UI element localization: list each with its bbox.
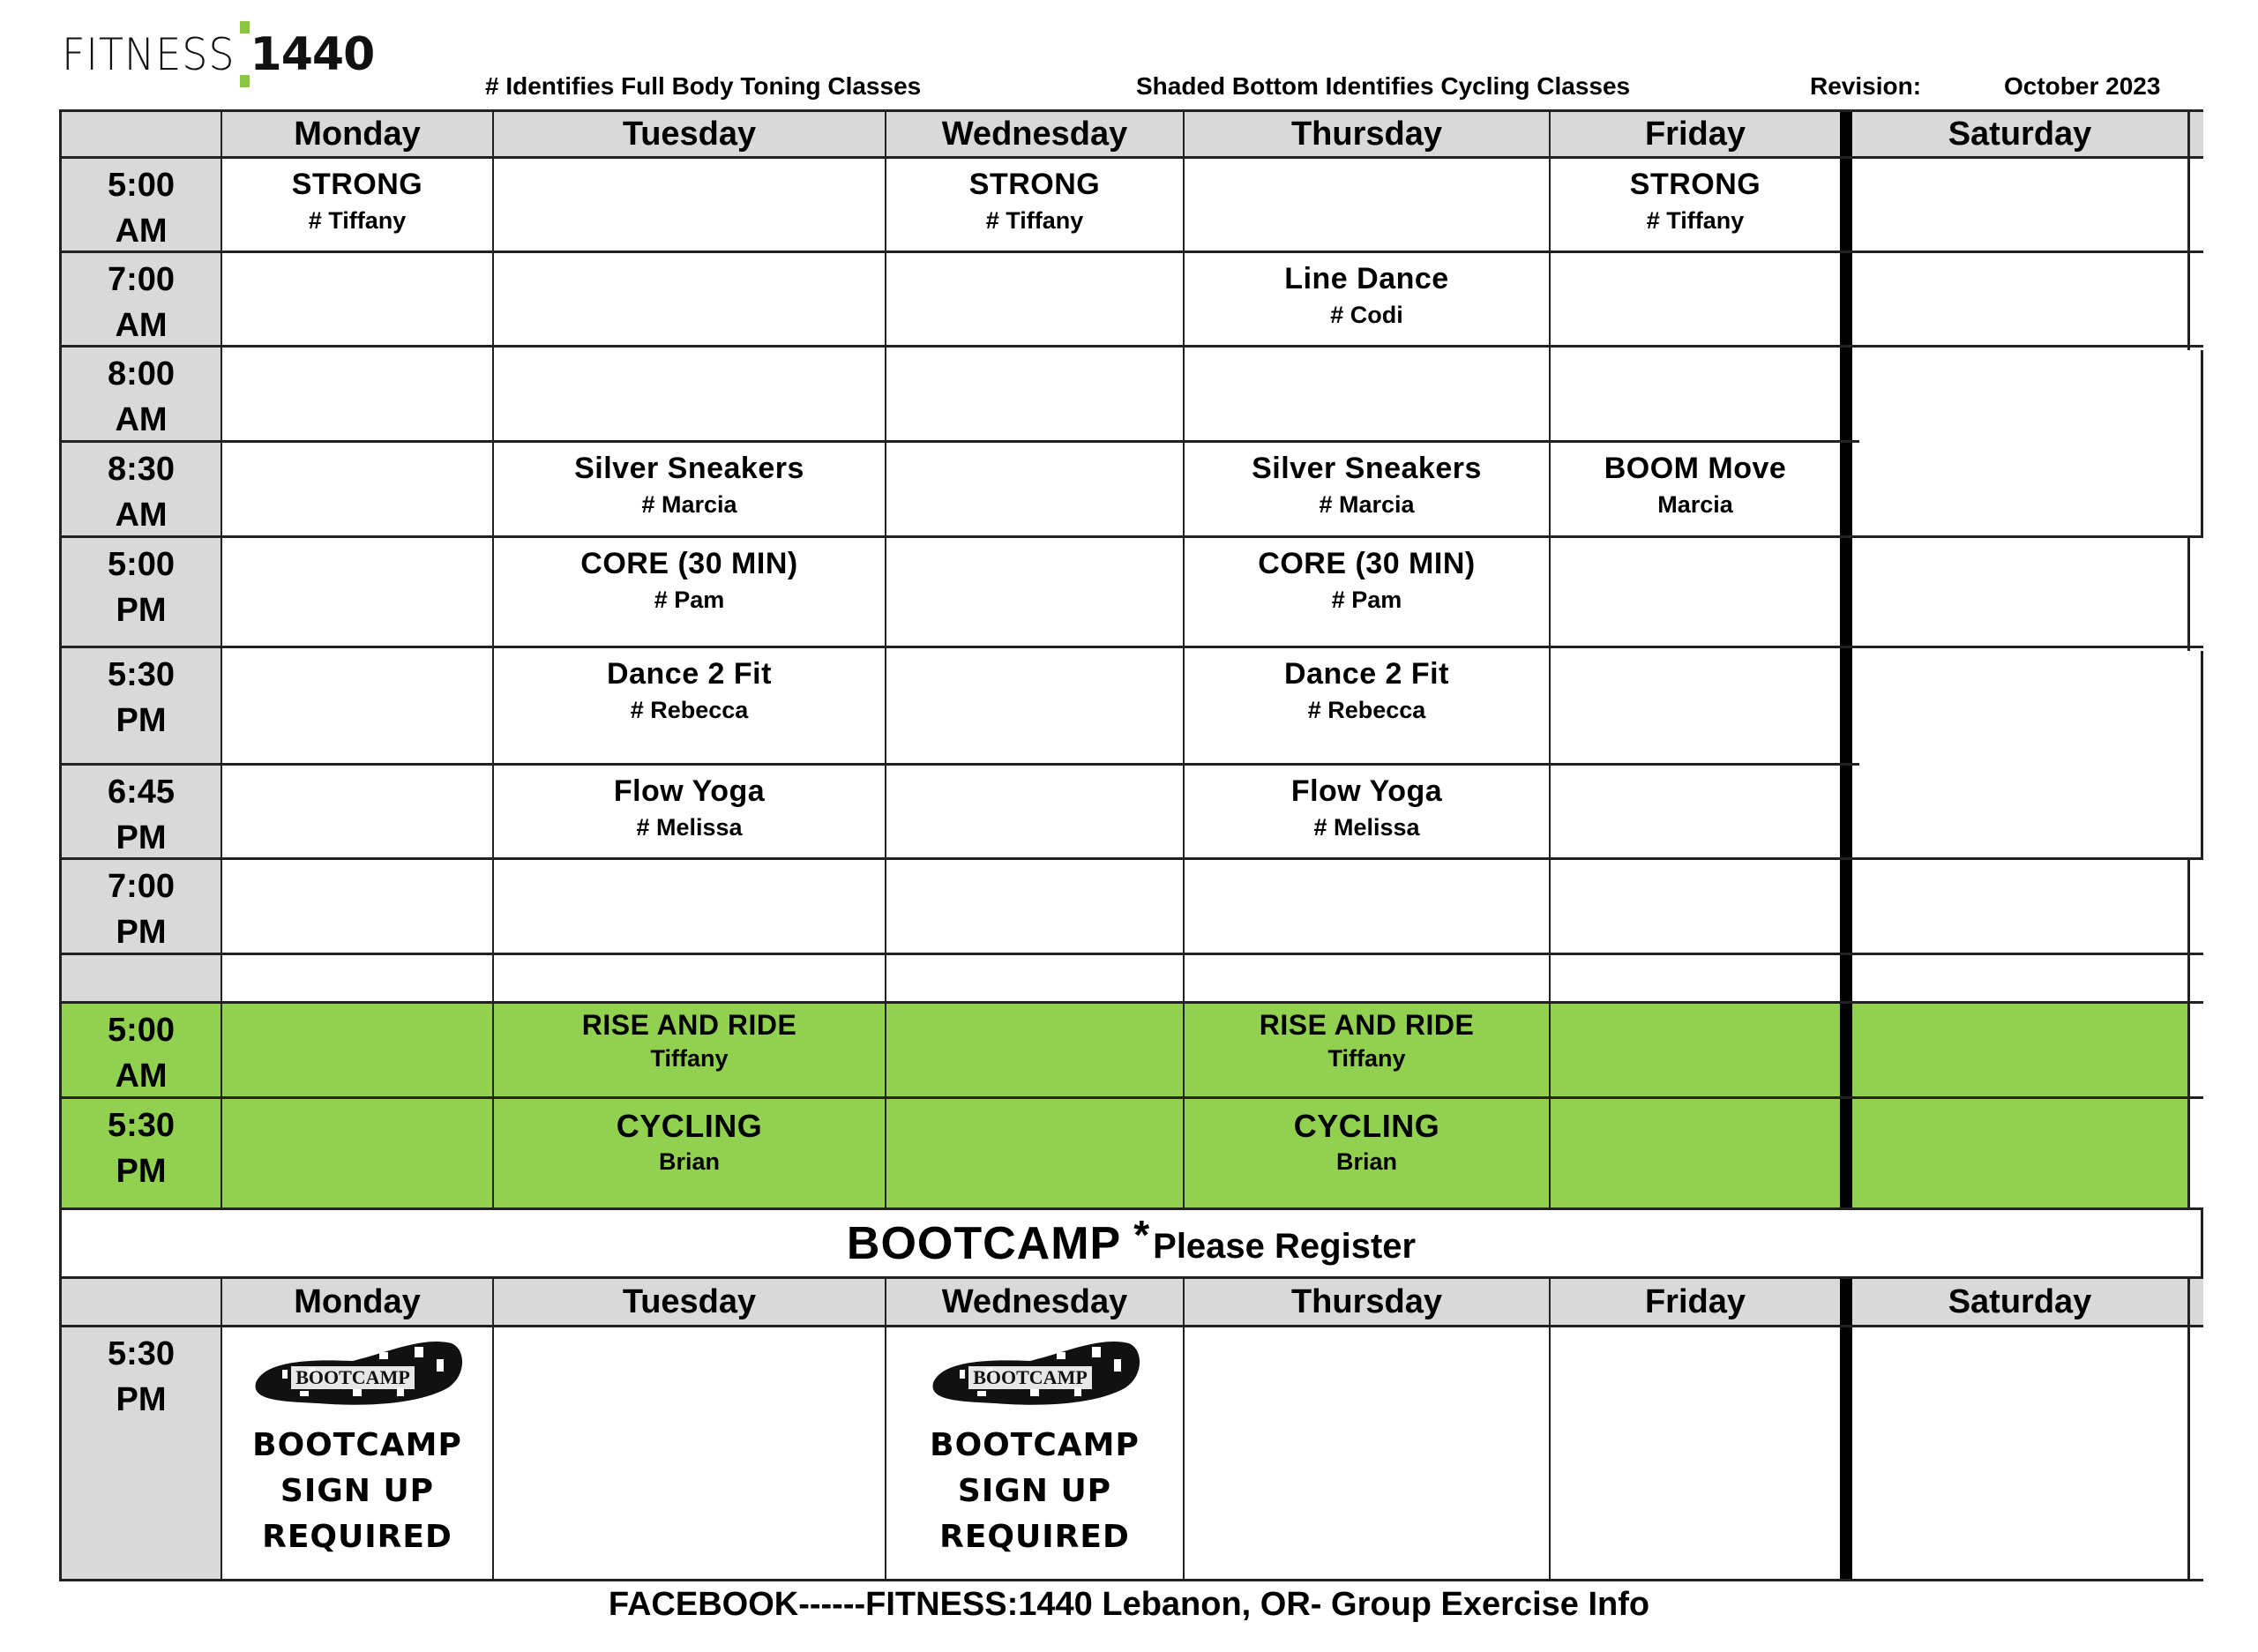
- svg-text:BOOTCAMP: BOOTCAMP: [295, 1366, 410, 1388]
- class-cell: [1185, 955, 1551, 1001]
- time-cell: 7:00 PM: [59, 860, 222, 953]
- asterisk: *: [1133, 1211, 1150, 1258]
- class-cell: Flow Yoga # Melissa: [494, 766, 886, 857]
- class-cell: [886, 860, 1185, 953]
- revision-date: October 2023: [2004, 72, 2161, 100]
- class-cell: [1551, 348, 1852, 440]
- table-row-5pm: [59, 538, 2203, 648]
- table-row-7am: [59, 253, 2203, 348]
- logo-accent-marks: [238, 21, 249, 87]
- class-cell: [1551, 253, 1852, 345]
- bootcamp-cell: [222, 1327, 494, 1579]
- header-tuesday: Tuesday: [494, 1279, 886, 1325]
- class-cell: [886, 766, 1185, 857]
- class-cell: [1185, 348, 1551, 440]
- class-cell: [886, 538, 1185, 646]
- class-cell: Silver Sneakers # Marcia: [494, 443, 886, 535]
- bootprint-icon: [247, 1334, 467, 1414]
- corner-cell: [59, 112, 222, 156]
- header-friday: Friday: [1551, 1279, 1852, 1325]
- class-cell: [1185, 860, 1551, 953]
- class-cell: [1551, 538, 1852, 646]
- class-cell: [1852, 955, 2190, 1001]
- class-cell: [886, 955, 1185, 1001]
- table-row-5am: [59, 159, 2203, 253]
- class-cell: [494, 253, 886, 345]
- class-cell: [222, 648, 494, 763]
- toning-legend: # Identifies Full Body Toning Classes: [485, 72, 922, 100]
- bootcamp-row-530pm: [59, 1327, 2203, 1581]
- class-cell: [1551, 766, 1852, 857]
- bootcamp-cell: [1852, 1327, 2190, 1579]
- class-cell: RISE AND RIDE Tiffany: [494, 1004, 886, 1096]
- bootcamp-banner: [59, 1210, 2203, 1279]
- class-cell: [222, 955, 494, 1001]
- class-cell: RISE AND RIDE Tiffany: [1185, 1004, 1551, 1096]
- revision-label: Revision:: [1810, 72, 1922, 100]
- class-cell: CYCLING Brian: [494, 1099, 886, 1207]
- class-cell: [222, 253, 494, 345]
- header-tuesday: Tuesday: [494, 112, 886, 156]
- bootcamp-signup-text: BOOTCAMP SIGN UP REQUIRED: [252, 1427, 462, 1555]
- bootcamp-cell: [1185, 1327, 1551, 1579]
- class-cell: Line Dance # Codi: [1185, 253, 1551, 345]
- class-cell: Dance 2 Fit # Rebecca: [494, 648, 886, 763]
- time-cell: [59, 955, 222, 1001]
- class-cell: Flow Yoga # Melissa: [1185, 766, 1551, 857]
- class-cell: [1852, 1004, 2190, 1096]
- time-cell: 5:30 PM: [59, 1099, 222, 1207]
- time-cell: 5:00 AM: [59, 1004, 222, 1096]
- logo-text-1440: 1440: [250, 27, 375, 81]
- class-cell: [886, 348, 1185, 440]
- bootcamp-cell: [494, 1327, 886, 1579]
- class-cell: [1852, 538, 2190, 646]
- class-cell: STRONG # Tiffany: [886, 159, 1185, 250]
- bootcamp-signup-text: BOOTCAMP SIGN UP REQUIRED: [930, 1427, 1140, 1555]
- facebook-footer: FACEBOOK------FITNESS:1440 Lebanon, OR- Group Exercise Info: [608, 1586, 1650, 1623]
- table-row-blank: [59, 955, 2203, 1004]
- time-cell: 5:00 PM: [59, 538, 222, 646]
- class-cell: CORE (30 MIN) # Pam: [1185, 538, 1551, 646]
- class-cell: [222, 860, 494, 953]
- table-row-7pm: [59, 860, 2203, 955]
- day-header-row: [59, 109, 2203, 159]
- saturday-merged-cell: [1859, 350, 2203, 535]
- corner-cell: [59, 1279, 222, 1325]
- time-cell: 8:30 AM: [59, 443, 222, 535]
- time-cell: 7:00 AM: [59, 253, 222, 345]
- class-cell: CYCLING Brian: [1185, 1099, 1551, 1207]
- class-cell: CORE (30 MIN) # Pam: [494, 538, 886, 646]
- header-thursday: Thursday: [1185, 112, 1551, 156]
- header-saturday: Saturday: [1852, 112, 2190, 156]
- cycling-row-530pm: [59, 1099, 2203, 1210]
- class-cell: [1852, 860, 2190, 953]
- class-cell: [1551, 648, 1852, 763]
- class-cell: [222, 443, 494, 535]
- class-cell: BOOM Move Marcia: [1551, 443, 1852, 535]
- class-cell: Dance 2 Fit # Rebecca: [1185, 648, 1551, 763]
- time-cell: 8:00 AM: [59, 348, 222, 440]
- saturday-merged-cell: [1859, 651, 2203, 857]
- class-cell: [494, 860, 886, 953]
- header-friday: Friday: [1551, 112, 1852, 156]
- header-monday: Monday: [222, 112, 494, 156]
- class-cell: [1551, 1099, 1852, 1207]
- fitness1440-logo: [62, 21, 374, 87]
- svg-text:BOOTCAMP: BOOTCAMP: [973, 1366, 1088, 1388]
- class-cell: [886, 443, 1185, 535]
- header-wednesday: Wednesday: [886, 1279, 1185, 1325]
- time-cell: 5:30 PM: [59, 648, 222, 763]
- class-cell: Silver Sneakers # Marcia: [1185, 443, 1551, 535]
- header-wednesday: Wednesday: [886, 112, 1185, 156]
- header-monday: Monday: [222, 1279, 494, 1325]
- time-cell: 5:30 PM: [59, 1327, 222, 1579]
- class-cell: [494, 955, 886, 1001]
- class-cell: [886, 648, 1185, 763]
- class-cell: [1852, 1099, 2190, 1207]
- class-cell: [494, 159, 886, 250]
- bootcamp-heading: BOOTCAMP: [846, 1217, 1122, 1269]
- header-thursday: Thursday: [1185, 1279, 1551, 1325]
- class-cell: [1551, 955, 1852, 1001]
- class-cell: [222, 348, 494, 440]
- cycling-row-5am: [59, 1004, 2203, 1099]
- logo-text-fitness: FITNESS: [62, 28, 236, 80]
- time-cell: 6:45 PM: [59, 766, 222, 857]
- bootcamp-day-header-row: [59, 1279, 2203, 1327]
- register-note: Please Register: [1153, 1227, 1417, 1266]
- bootprint-icon: [924, 1334, 1145, 1414]
- class-cell: [222, 1004, 494, 1096]
- class-cell: [222, 766, 494, 857]
- class-cell: [1185, 159, 1551, 250]
- bootcamp-cell: [1551, 1327, 1852, 1579]
- class-cell: STRONG # Tiffany: [1551, 159, 1852, 250]
- class-cell: [494, 348, 886, 440]
- class-cell: [886, 1004, 1185, 1096]
- class-cell: [1551, 860, 1852, 953]
- class-cell: STRONG # Tiffany: [222, 159, 494, 250]
- class-cell: [1852, 253, 2190, 345]
- header-saturday: Saturday: [1852, 1279, 2190, 1325]
- cycling-legend: Shaded Bottom Identifies Cycling Classes: [1136, 72, 1631, 100]
- class-cell: [1852, 159, 2190, 250]
- bootcamp-cell: [886, 1327, 1185, 1579]
- class-cell: [222, 1099, 494, 1207]
- class-cell: [886, 1099, 1185, 1207]
- time-cell: 5:00 AM: [59, 159, 222, 250]
- class-cell: [886, 253, 1185, 345]
- class-cell: [1551, 1004, 1852, 1096]
- class-cell: [222, 538, 494, 646]
